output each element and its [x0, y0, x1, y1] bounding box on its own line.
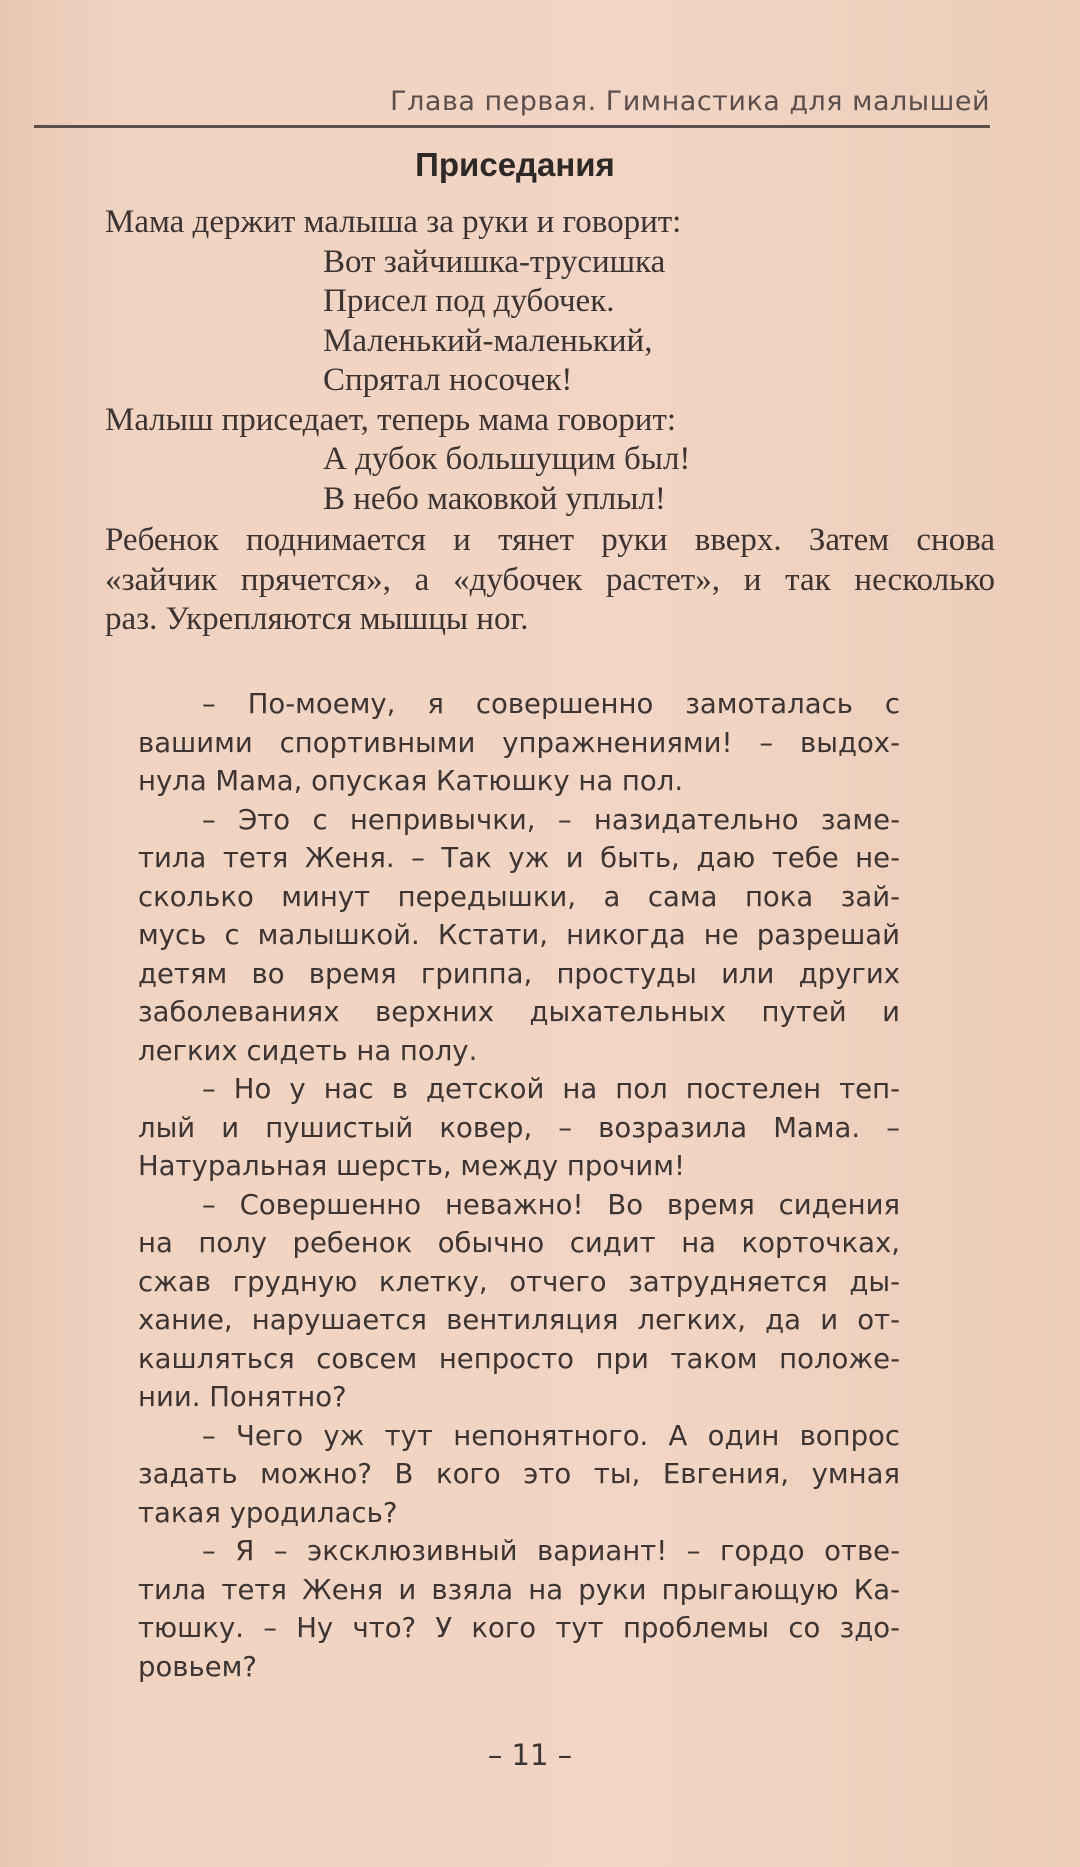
rhyme-intro-1: Мама держит малыша за руки и говорит:: [105, 204, 682, 240]
verse-line: Вот зайчишка-трусишка: [323, 243, 666, 280]
dialogue-line: сжав грудную клетку, отчего затрудняется ды-: [138, 1265, 900, 1298]
dialogue-line: хание, нарушается вентиляция легких, да и от-: [138, 1304, 900, 1336]
dialogue-line: тила тетя Женя и взяла на руки прыгающую Ка-: [138, 1573, 900, 1606]
dialogue-line: мусь с малышкой. Кстати, никогда не разрешай: [138, 919, 900, 951]
dialogue-line: нии. Понятно?: [138, 1381, 347, 1413]
dialogue-line: – Чего уж тут непонятного. А один вопрос: [202, 1419, 900, 1452]
verse-line: В небо маковкой уплыл!: [323, 480, 666, 517]
dialogue-line: – Это с непривычки, – назидательно заме-: [202, 803, 900, 836]
dialogue-line: ровьем?: [138, 1650, 257, 1683]
dialogue-line: вашими спортивными упражнениями! – выдох-: [138, 726, 900, 759]
header-rule: [34, 125, 990, 128]
dialogue-line: – Совершенно неважно! Во время сидения: [202, 1188, 900, 1221]
paragraph-line: «зайчик прячется», а «дубочек растет», и так несколько: [105, 561, 995, 598]
verse-line: Присел под дубочек.: [323, 283, 615, 319]
section-title: Приседания: [415, 146, 615, 183]
dialogue-line: заболеваниях верхних дыхательных путей и: [138, 996, 900, 1028]
dialogue-line: лый и пушистый ковер, – возразила Мама. –: [138, 1111, 900, 1144]
page-number: – 11 –: [487, 1738, 573, 1772]
dialogue-line: задать можно? В кого это ты, Евгения, умная: [138, 1458, 900, 1490]
rhyme-intro-2: Малыш приседает, теперь мама говорит:: [105, 401, 677, 438]
dialogue-line: на полу ребенок обычно сидит на корточках,: [138, 1227, 900, 1259]
running-head: Глава первая. Гимнастика для малышей: [390, 86, 990, 117]
dialogue-line: легких сидеть на полу.: [138, 1034, 478, 1067]
verse-line: Маленький-маленький,: [323, 322, 653, 359]
verse-line: Спрятал носочек!: [323, 362, 573, 398]
dialogue-line: – Но у нас в детской на пол постелен теп-: [202, 1073, 900, 1105]
dialogue-line: – Я – эксклюзивный вариант! – гордо отве-: [202, 1535, 900, 1567]
dialogue-line: тюшку. – Ну что? У кого тут проблемы со здо-: [138, 1612, 900, 1644]
dialogue-line: сколько минут передышки, а сама пока зай-: [138, 880, 900, 913]
paragraph-line: Ребенок поднимается и тянет руки вверх. Затем снова: [105, 522, 995, 558]
dialogue-text: [138, 685, 900, 1686]
dialogue-line: – По-моему, я совершенно замоталась с: [202, 688, 900, 720]
paragraph-line: раз. Укрепляются мышцы ног.: [105, 601, 529, 637]
dialogue-line: Натуральная шерсть, между прочим!: [138, 1150, 686, 1182]
dialogue-line: детям во время гриппа, простуды или других: [138, 957, 900, 990]
dialogue-line: нула Мама, опуская Катюшку на пол.: [138, 765, 684, 797]
rhyme-closing-paragraph: [105, 521, 995, 640]
verse-line: А дубок большущим был!: [323, 441, 691, 477]
dialogue-line: такая уродилась?: [138, 1496, 398, 1529]
rhyme-block: [105, 203, 995, 640]
dialogue-line: кашляться совсем непросто при таком положе-: [138, 1342, 900, 1375]
dialogue-line: тила тетя Женя. – Так уж и быть, даю тебе не-: [138, 842, 900, 874]
